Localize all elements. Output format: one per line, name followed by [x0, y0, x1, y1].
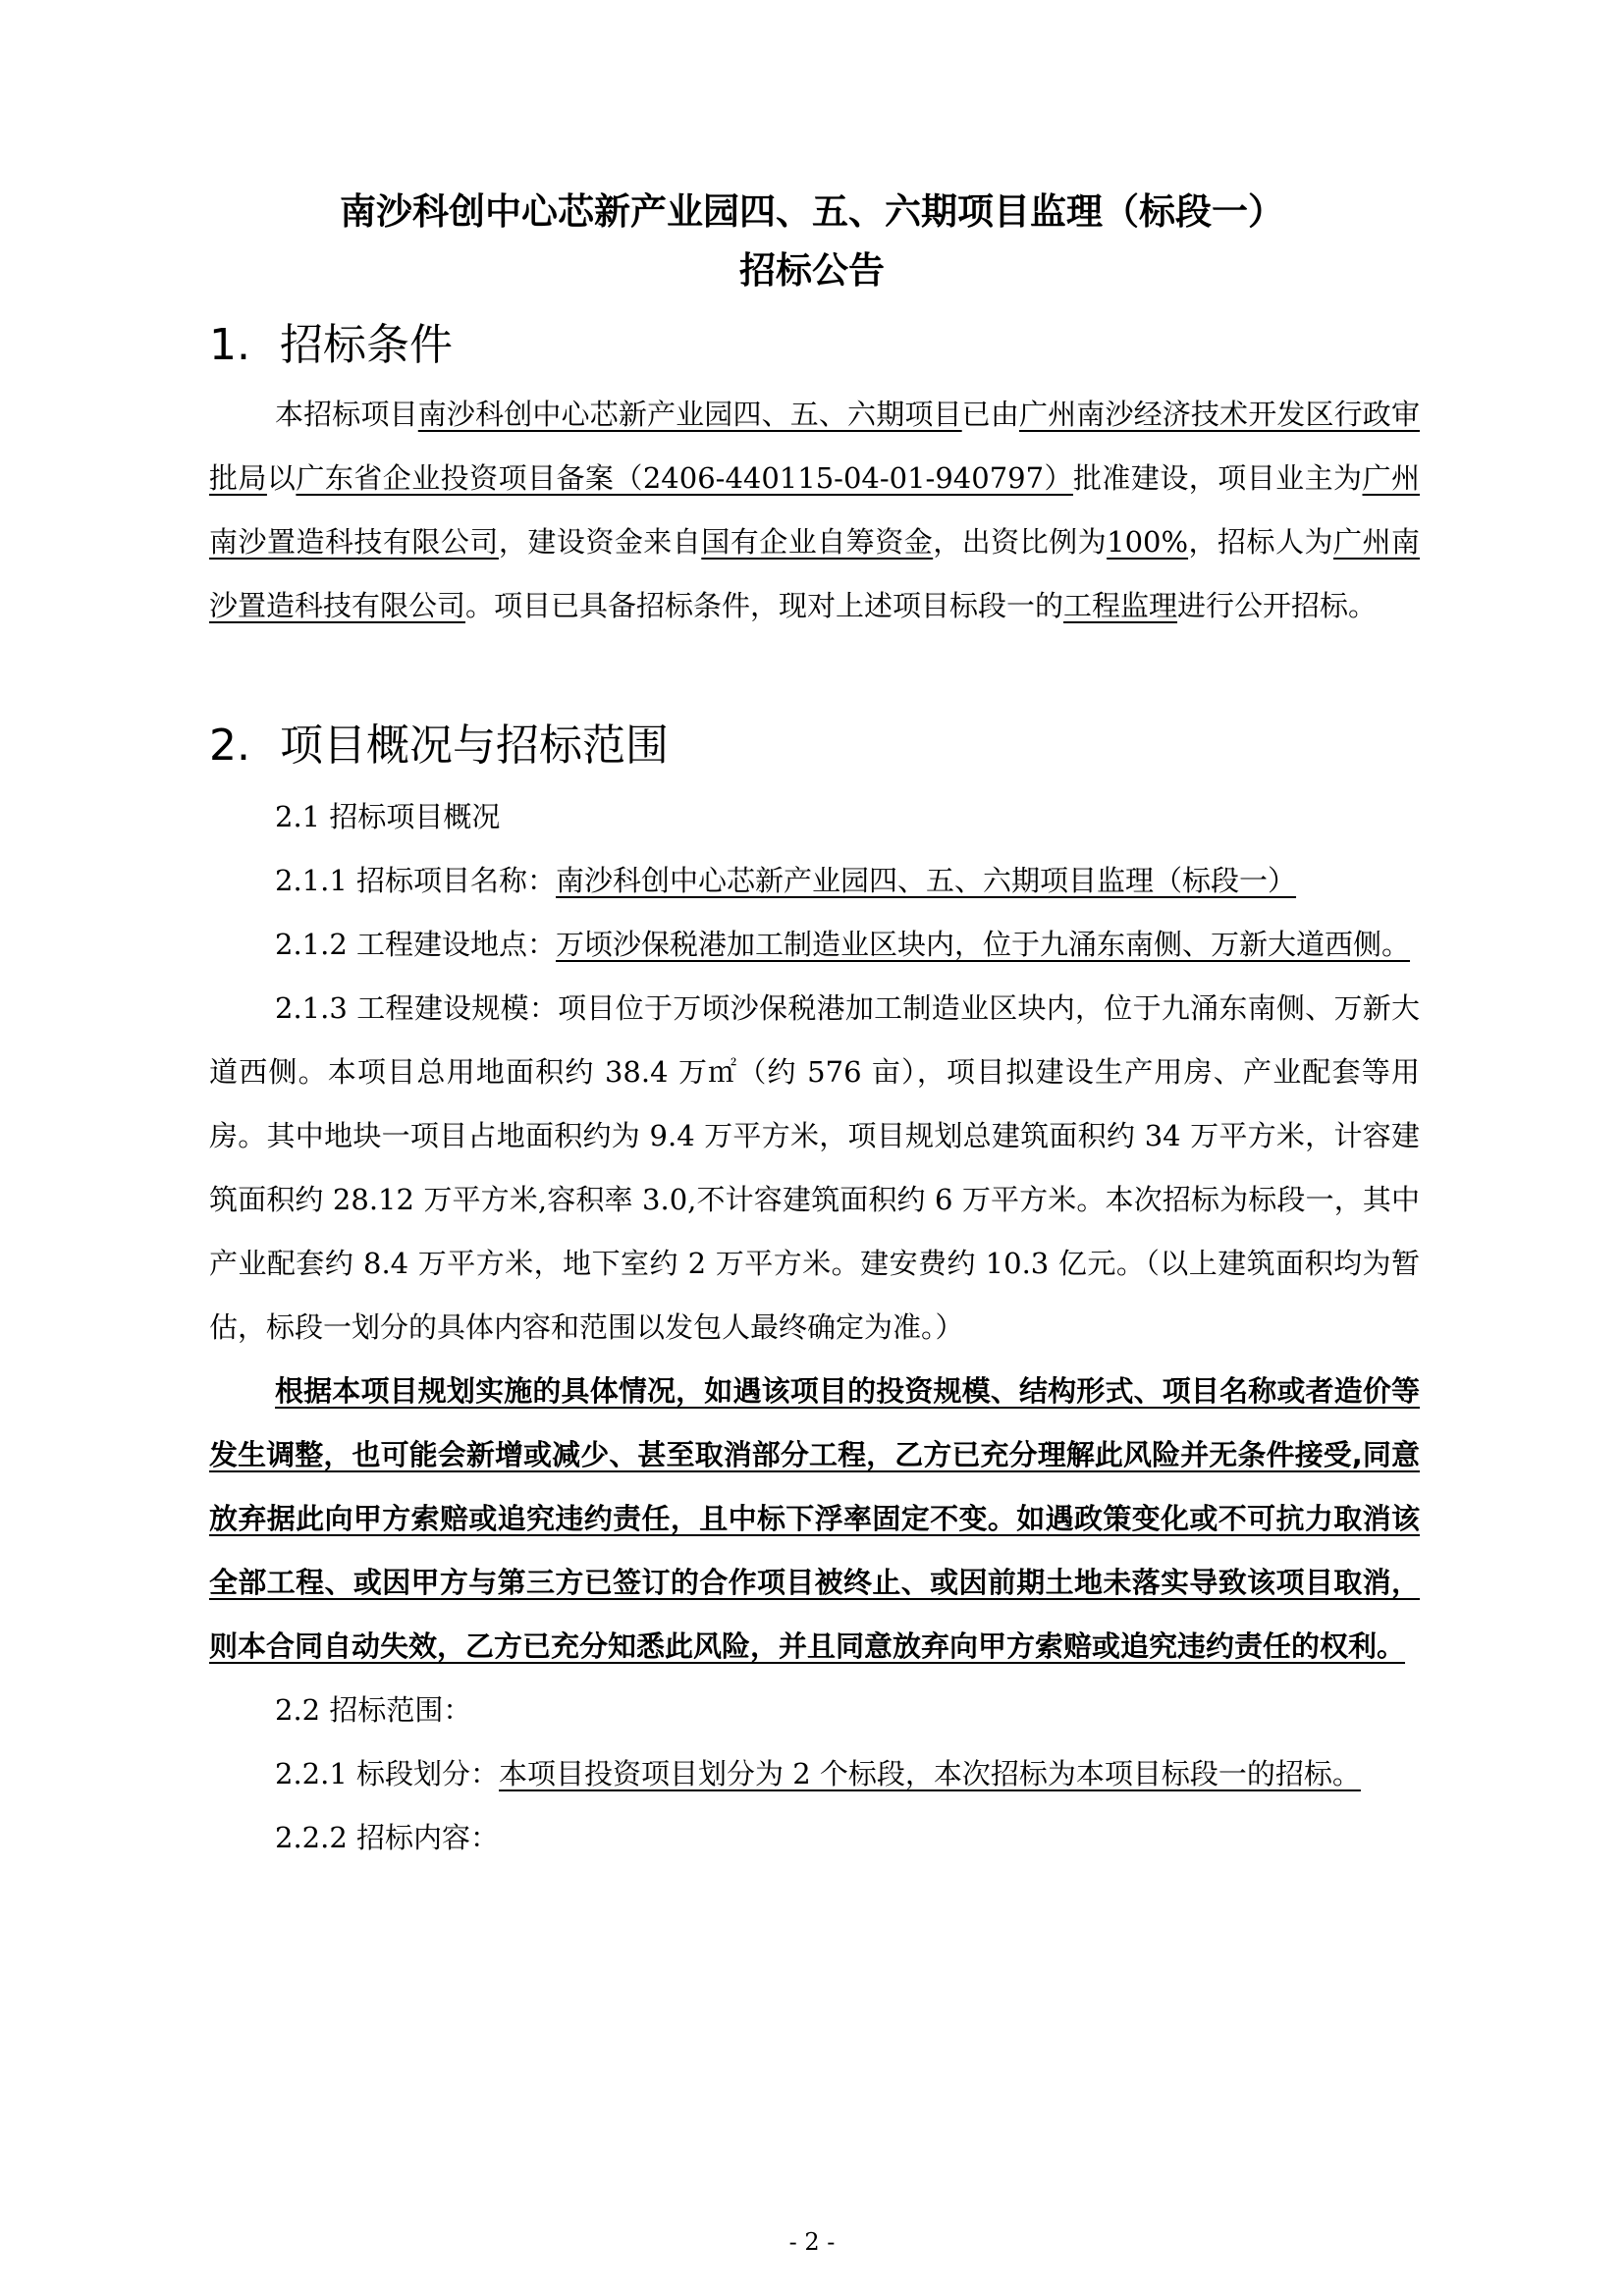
- section-title: 项目概况与招标范围: [280, 721, 669, 771]
- text-run: 进行公开招标。: [1177, 589, 1378, 622]
- text-run: 以: [266, 461, 297, 495]
- tenderer-underlined: 广州南沙置造科技有限公司: [209, 525, 1420, 622]
- filing-number-underlined: 广东省企业投资项目备案（2406-440115-04-01-940797）: [296, 461, 1073, 495]
- approval-authority-underlined: 广州南沙经济技术开发区行政审批局: [209, 398, 1420, 495]
- text-run: ，建设资金来自: [498, 525, 702, 559]
- section-number: 1.: [209, 320, 250, 370]
- item-2-1-3: 2.1.3 工程建设规模：项目位于万顷沙保税港加工制造业区块内，位于九涌东南侧、万新大道西侧。本项目总用地面积约 38.4 万㎡（约 576 亩），项目拟建设生产用房、产业配套等用房。其中地块一项目占地面积约为 9.4 万平方米，项目规划总建筑面积约 34 万平方米，计容建筑面积约 28.12 万平方米,容积率 3.0,不计容建筑面积约 6 万平方米。本次招标为标段一，其中产业配套约 8.4 万平方米，地下室约 2 万平方米。建安费约 10.3 亿元。（以上建筑面积均为暂估，标段一划分的具体内容和范围以发包人最终确定为准。）: [209, 991, 1420, 1344]
- item-2-1-2: [209, 913, 1420, 977]
- section-heading-2: [209, 717, 669, 775]
- text-run: 。项目已具备招标条件，现对上述项目标段一的: [465, 589, 1064, 622]
- section-2-body: [209, 785, 1420, 1870]
- fund-source-underlined: 国有企业自筹资金: [701, 525, 934, 559]
- paragraph-tender-conditions: [209, 383, 1420, 638]
- document-title-line2: 招标公告: [739, 249, 885, 292]
- text-run: ，出资比例为: [933, 525, 1108, 559]
- item-label: 2.1.1 招标项目名称：: [275, 864, 557, 897]
- tender-subject-underlined: 工程监理: [1063, 589, 1178, 622]
- text-run: 批准建设，项目业主为: [1072, 461, 1363, 495]
- section-heading-1: [209, 316, 453, 375]
- item-value-underlined: 本项目投资项目划分为 2 个标段，本次招标为本项目标段一的招标。: [499, 1757, 1361, 1790]
- risk-clause-paragraph: [209, 1360, 1420, 1679]
- item-label: 2.2.1 标段划分：: [275, 1757, 500, 1790]
- page-number: - 2 -: [788, 2228, 836, 2256]
- item-value-underlined: 南沙科创中心芯新产业园四、五、六期项目监理（标段一）: [556, 864, 1297, 897]
- item-2-2-1: [209, 1742, 1420, 1806]
- project-owner-underlined: 广州南沙置造科技有限公司: [209, 461, 1420, 559]
- section-title: 招标条件: [280, 320, 453, 370]
- text-run: 本招标项目: [275, 398, 418, 431]
- document-title-line1: 南沙科创中心芯新产业园四、五、六期项目监理（标段一）: [340, 190, 1284, 233]
- text-run: ，招标人为: [1188, 525, 1333, 559]
- item-2-1: 2.1 招标项目概况: [275, 800, 501, 833]
- item-2-2: 2.2 招标范围：: [275, 1693, 472, 1727]
- risk-clause-text: 根据本项目规划实施的具体情况，如遇该项目的投资规模、结构形式、项目名称或者造价等发生调整，也可能会新增或减少、甚至取消部分工程，乙方已充分理解此风险并无条件接受,同意放弃据此向甲方索赔或追究违约责任，且中标下浮率固定不变。如遇政策变化或不可抗力取消该全部工程、或因甲方与第三方已签订的合作项目被终止、或因前期土地未落实导致该项目取消，则本合同自动失效，乙方已充分知悉此风险，并且同意放弃向甲方索赔或追究违约责任的权利。: [209, 1374, 1420, 1663]
- item-value-underlined: 万顷沙保税港加工制造业区块内，位于九涌东南侧、万新大道西侧。: [556, 928, 1411, 961]
- project-name-underlined: 南沙科创中心芯新产业园四、五、六期项目: [417, 398, 962, 431]
- fund-ratio-underlined: 100%: [1107, 525, 1189, 559]
- item-2-2-2: 2.2.2 招标内容：: [275, 1821, 500, 1854]
- item-label: 2.1.2 工程建设地点：: [275, 928, 557, 961]
- section-number: 2.: [209, 721, 250, 771]
- text-run: 已由: [961, 398, 1019, 431]
- item-2-1-1: [209, 849, 1420, 913]
- section-1-body: [209, 383, 1420, 638]
